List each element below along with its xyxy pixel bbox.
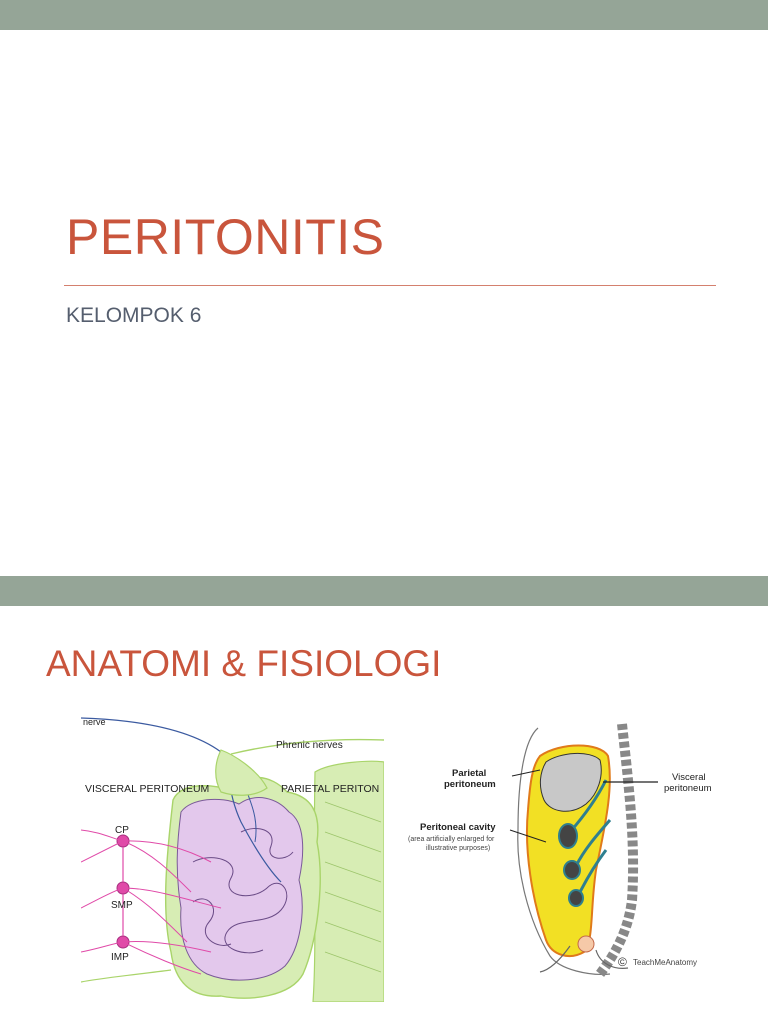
- teachmeanatomy-brand: TeachMeAnatomy: [633, 958, 698, 967]
- label-smp: SMP: [111, 900, 133, 911]
- label-parietal-peritoneum: PARIETAL PERITON: [281, 783, 380, 795]
- slide-2-title: ANATOMI & FISIOLOGI: [46, 643, 442, 684]
- label-parietal: Parietal: [452, 768, 487, 779]
- label-peritoneal-cavity: Peritoneal cavity: [420, 822, 496, 833]
- label-cavity-note-2: illustrative purposes): [426, 845, 491, 852]
- peritoneum-innervation-diagram: [81, 712, 384, 1002]
- label-imp: IMP: [111, 952, 129, 963]
- slide-2: [0, 606, 768, 1024]
- slide-1-title: PERITONITIS: [66, 209, 385, 265]
- label-cp: CP: [115, 825, 129, 836]
- slide-1: [0, 30, 768, 576]
- slide-2-accent-band: [0, 576, 768, 606]
- label-phrenic-nerves: Phrenic nerves: [276, 740, 343, 751]
- copyright-symbol: ©: [618, 955, 627, 969]
- title-divider: [64, 285, 716, 286]
- label-visceral: Visceral: [672, 772, 706, 783]
- label-visceral-peritoneum-2: peritoneum: [664, 783, 712, 794]
- label-parietal-peritoneum-2: peritoneum: [444, 779, 496, 790]
- slide-1-subtitle: KELOMPOK 6: [66, 304, 202, 327]
- top-accent-band: [0, 0, 768, 30]
- label-cavity-note-1: (area artificially enlarged for: [408, 836, 495, 843]
- peritoneal-cavity-sagittal-diagram: [400, 720, 720, 978]
- label-nerve: nerve: [83, 717, 106, 727]
- label-visceral-peritoneum: VISCERAL PERITONEUM: [85, 783, 210, 795]
